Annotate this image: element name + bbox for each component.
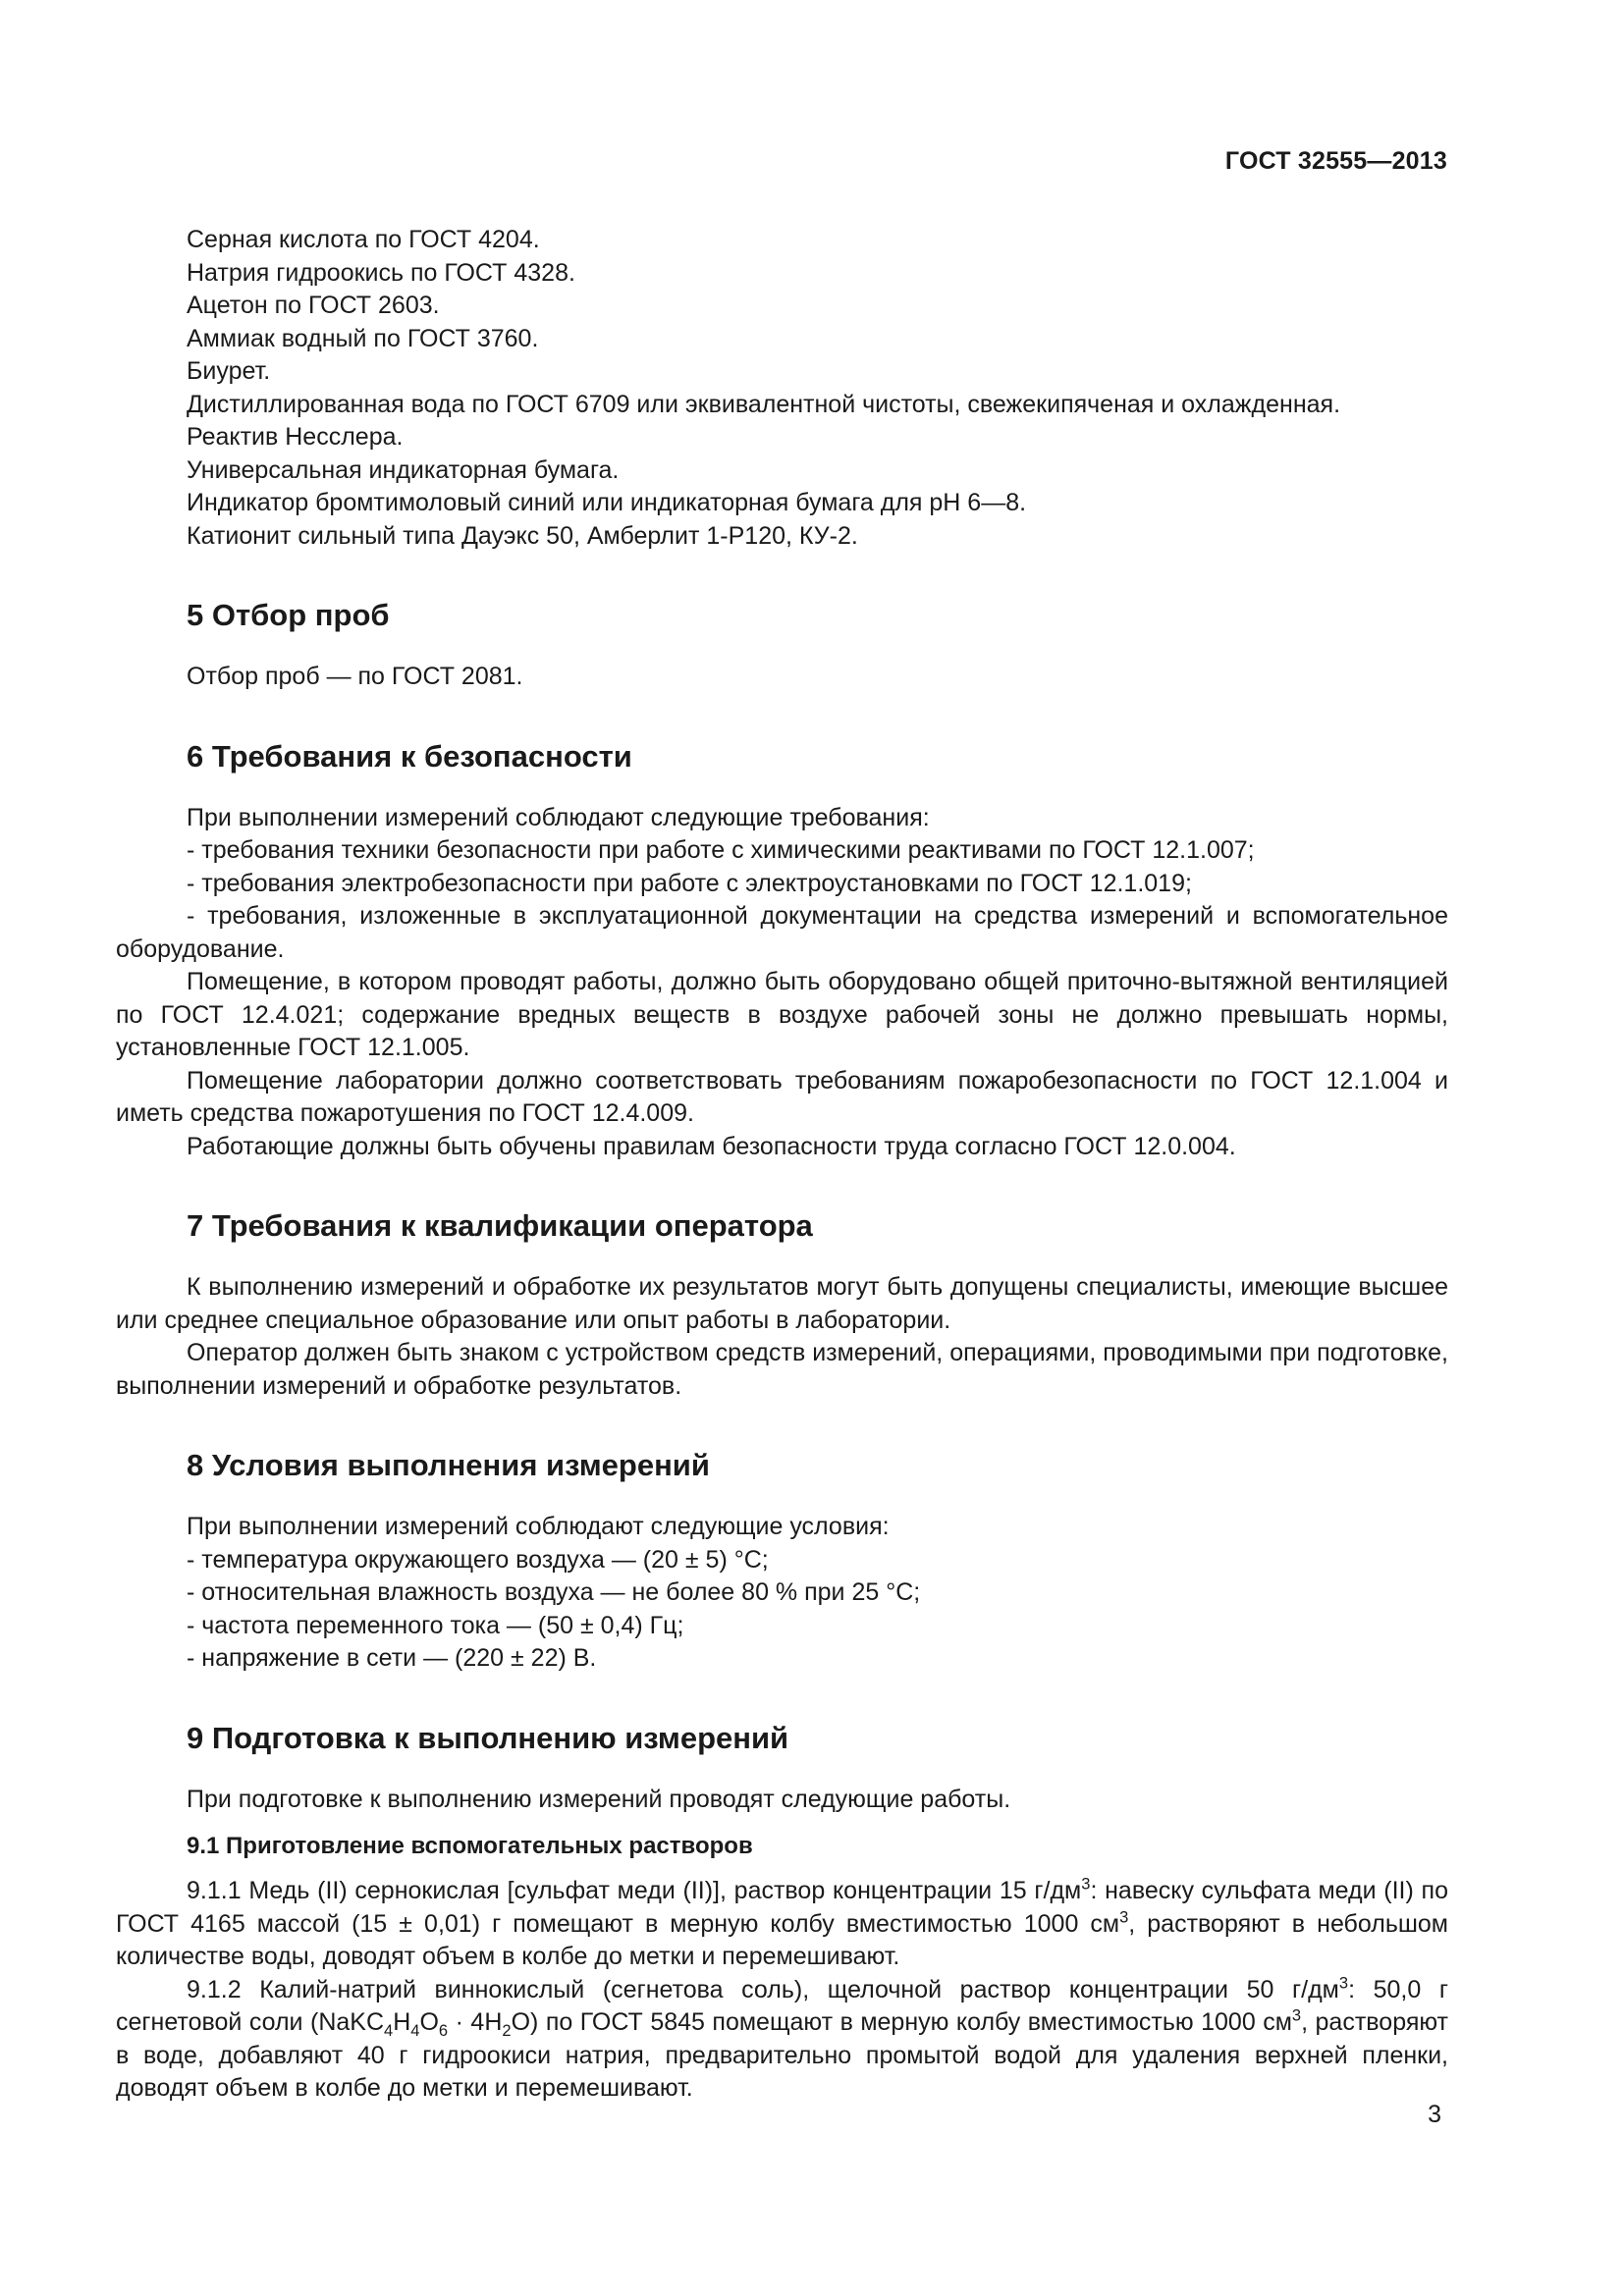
- reagent-line: Реактив Несслера.: [187, 423, 404, 451]
- section-6-intro: При выполнении измерений соблюдают следующие требования:: [187, 803, 930, 831]
- section-6-heading: 6 Требования к безопасности: [187, 738, 632, 774]
- reagent-line: Серная кислота по ГОСТ 4204.: [187, 226, 540, 253]
- subsection-9-1-heading: 9.1 Приготовление вспомогательных растворов: [187, 1833, 753, 1859]
- reagent-line: Индикатор бромтимоловый синий или индикаторная бумага для рН 6—8.: [187, 489, 1027, 516]
- section-6-paragraph: Работающие должны быть обучены правилам безопасности труда согласно ГОСТ 12.0.004.: [187, 1132, 1236, 1160]
- section-9-heading: 9 Подготовка к выполнению измерений: [187, 1720, 789, 1755]
- section-8-item: - относительная влажность воздуха — не более 80 % при 25 °С;: [187, 1578, 921, 1606]
- section-7-heading: 7 Требования к квалификации оператора: [187, 1208, 813, 1243]
- reagent-line: Дистиллированная вода по ГОСТ 6709 или эквивалентной чистоты, свежекипяченая и охлажденная.: [187, 390, 1341, 418]
- section-6-item: - требования электробезопасности при работе с электроустановками по ГОСТ 12.1.019;: [187, 869, 1192, 897]
- reagent-line: Катионит сильный типа Дауэкс 50, Амберлит 1-Р120, КУ-2.: [187, 521, 858, 550]
- reagent-line: Ацетон по ГОСТ 2603.: [187, 292, 440, 319]
- document-code-header: ГОСТ 32555—2013: [1224, 147, 1447, 175]
- section-6-item: - требования, изложенные в эксплуатационной документации на средства измерений и вспомогательное оборудование.: [116, 902, 1448, 963]
- section-5-text: Отбор проб — по ГОСТ 2081.: [187, 663, 523, 690]
- section-6-item: - требования техники безопасности при работе с химическими реактивами по ГОСТ 12.1.007;: [187, 836, 1255, 864]
- reagent-line: Биурет.: [187, 357, 271, 385]
- section-7-paragraph: Оператор должен быть знаком с устройством средств измерений, операциями, проводимыми при подготовке, выполнении измерений и обработке результатов.: [116, 1339, 1448, 1400]
- section-9-intro: При подготовке к выполнению измерений проводят следующие работы.: [187, 1785, 1011, 1813]
- paragraph-9-1-1: 9.1.1 Медь (II) сернокислая [сульфат меди (II)], раствор концентрации 15 $г/дм^3$: навеску сульфата меди (II) по ГОСТ 4165 массой (15 ± 0,01) г помещают в мерную колбу вместимостью 1000 $см^3$, растворяют в небольшом количестве воды, доводят объем в колбе до метки и перемешивают.: [116, 1875, 1448, 1970]
- page-number: 3: [1428, 2101, 1441, 2128]
- section-8-intro: При выполнении измерений соблюдают следующие условия:: [187, 1513, 890, 1540]
- section-8-item: - частота переменного тока — (50 ± 0,4) Гц;: [187, 1611, 684, 1639]
- reagent-line: Аммиак водный по ГОСТ 3760.: [187, 324, 539, 352]
- page-content: [116, 224, 1448, 2106]
- section-8-item: - температура окружающего воздуха — (20 ± 5) °С;: [187, 1545, 769, 1574]
- reagent-line: Натрия гидроокись по ГОСТ 4328.: [187, 258, 575, 287]
- reagents-list: [116, 224, 1448, 553]
- section-8-heading: 8 Условия выполнения измерений: [187, 1448, 710, 1482]
- section-5-heading: 5 Отбор проб: [187, 598, 390, 632]
- reagent-line: Универсальная индикаторная бумага.: [187, 455, 620, 484]
- section-8-item: - напряжение в сети — (220 ± 22) В.: [187, 1644, 597, 1672]
- paragraph-9-1-2: 9.1.2 Калий-натрий виннокислый (сегнетова соль), щелочной раствор концентрации 50 $г/дм^3$: 50,0 г сегнетовой соли $(NaKC_4H_4O_6 \cdot 4H_2O)$ по ГОСТ 5845 помещают в мерную колбу вместимостью 1000 $см^3$, растворяют в воде, добавляют 40 г гидроокиси натрия, предварительно промытой водой для удаления верхней пленки, доводят объем в колбе до метки и перемешивают.: [116, 1974, 1449, 2102]
- section-7-paragraph: К выполнению измерений и обработке их результатов могут быть допущены специалисты, имеющие высшее или среднее специальное образование или опыт работы в лаборатории.: [116, 1273, 1448, 1334]
- section-6-paragraph: Помещение лаборатории должно соответствовать требованиям пожаробезопасности по ГОСТ 12.1.004 и иметь средства пожаротушения по ГОСТ 12.4.009.: [116, 1066, 1448, 1127]
- section-6-paragraph: Помещение, в котором проводят работы, должно быть оборудовано общей приточно-вытяжной вентиляцией по ГОСТ 12.4.021; содержание вредных веществ в воздухе рабочей зоны не должно превышать нормы, установленные ГОСТ 12.1.005.: [116, 968, 1448, 1061]
